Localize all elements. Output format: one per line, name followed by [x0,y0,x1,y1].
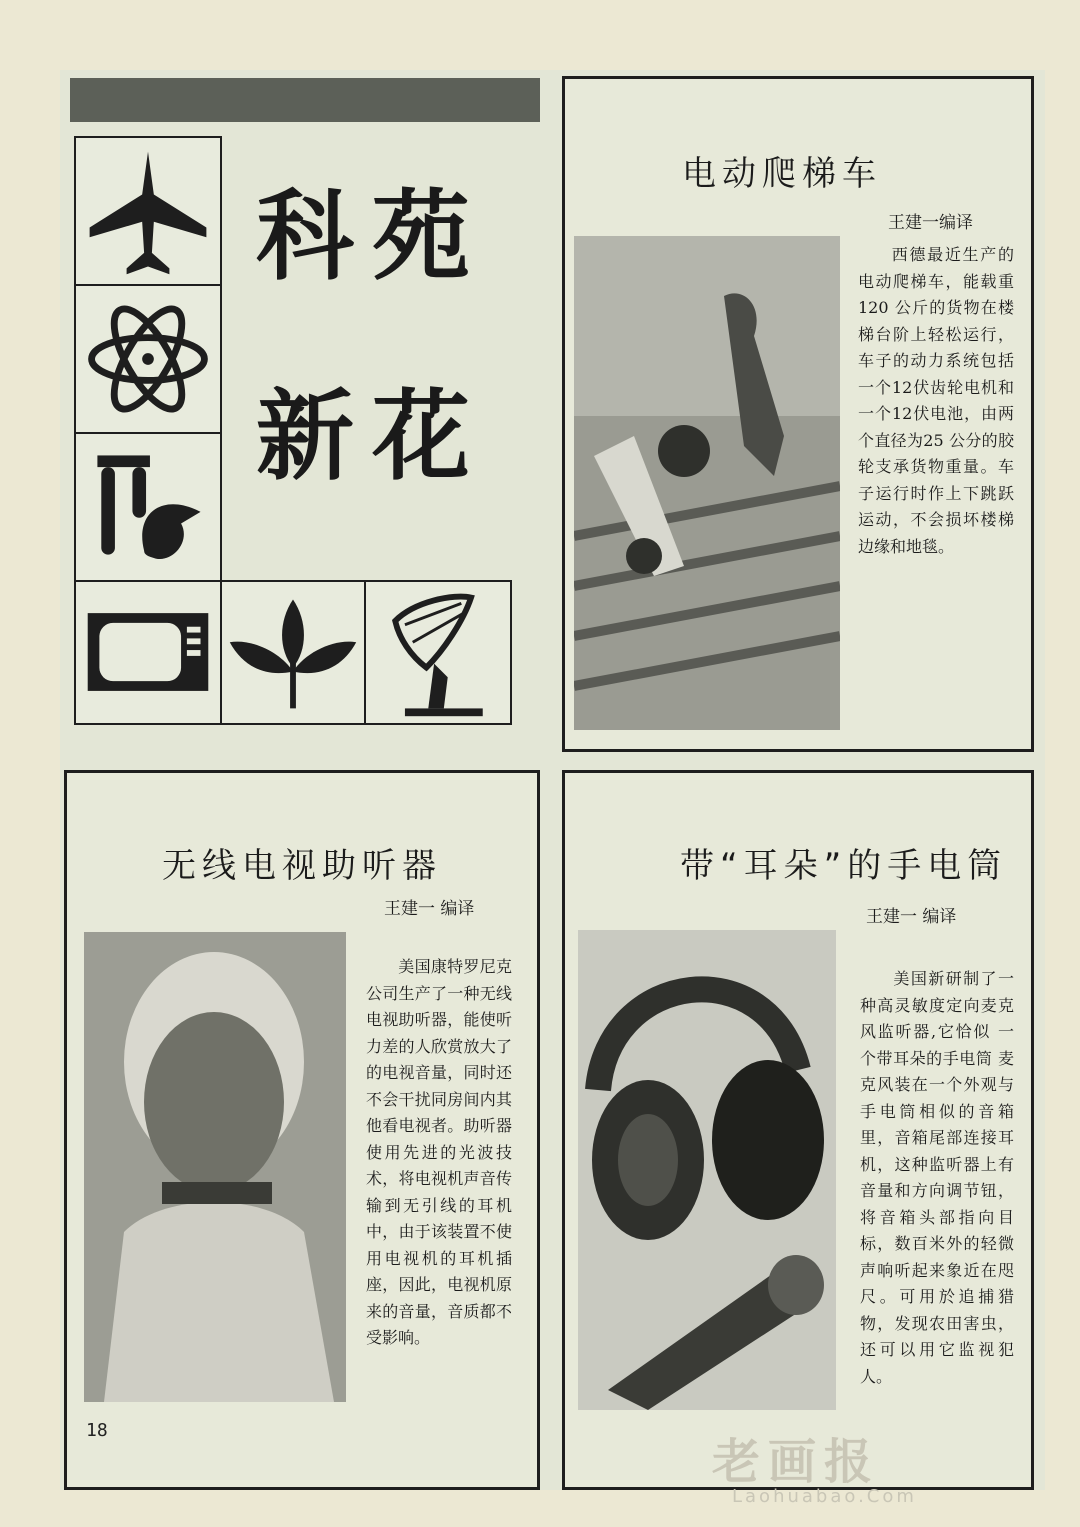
watermark [712,1434,917,1507]
article-body-text: 美国康特罗尼克公司生产了一种无线电视助听器，能使听力差的人欣赏放大了的电视音量，同时还不会干扰同房间内其他看电视者。助听器使用先进的光波技术，将电视机声音传输到无引线的耳机中，由于该装置不使用电视机的耳机插座，因此，电视机原来的音量，音质都不受影响。 [366,957,512,1347]
airplane-icon [74,136,222,286]
television-icon [74,580,222,725]
article-title: 电动爬梯车 [682,154,882,194]
satellite-dish-icon [364,580,512,725]
article-title: 无线电视助听器 [162,846,442,886]
header-bar [70,78,540,122]
test-tube-icon [74,432,222,582]
article-body-text: 美国新研制了一种高灵敏度定向麦克风监听器,它恰似 一个带耳朵的手电筒 麦克风装在一个外观与手电筒相似的音箱里，音箱尾部连接耳机，这种监听器上有音量和方向调节钮，将音箱头部指向目标，数百米外的轻微声响听起来象近在咫尺。可用於追捕猎物，发现农田害虫，还可以用它监视犯人。 [860,969,1014,1386]
watermark-logo: 老画报 [712,1434,881,1490]
title-char: 科 [256,180,373,294]
article-body [366,954,512,1352]
article-body-text: 西德最近生产的电动爬梯车，能载重120 公斤的货物在楼梯台阶上轻松运行，车子的动力系统包括一个12伏齿轮电机和一个12伏电池，由两个直径为25 公分的胶轮支承货物重量。车子运行时作上下跳跃运动，不会损坏楼梯边缘和地毯。 [858,245,1014,556]
page-number: 18 [86,1420,108,1441]
article-title: 带“耳朵”的手电筒 [680,846,1008,886]
watermark-url: Laohuabao.Com [732,1486,917,1507]
article-body [860,966,1014,1390]
article-byline: 王建一 编译 [384,899,475,919]
article-byline: 王建一编译 [888,213,973,233]
headphone-flashlight-photo [578,930,836,1410]
portrait-photo [84,932,346,1402]
atom-icon [74,284,222,434]
title-char: 花 [372,380,489,494]
title-char: 苑 [372,180,489,294]
section-title-line-1 [256,180,489,294]
article-body [858,242,1014,560]
section-title-line-2 [256,380,489,494]
article-byline: 王建一 编译 [866,907,957,927]
leaf-icon [220,580,366,725]
stair-climber-photo [574,236,840,730]
title-char: 新 [256,380,373,494]
